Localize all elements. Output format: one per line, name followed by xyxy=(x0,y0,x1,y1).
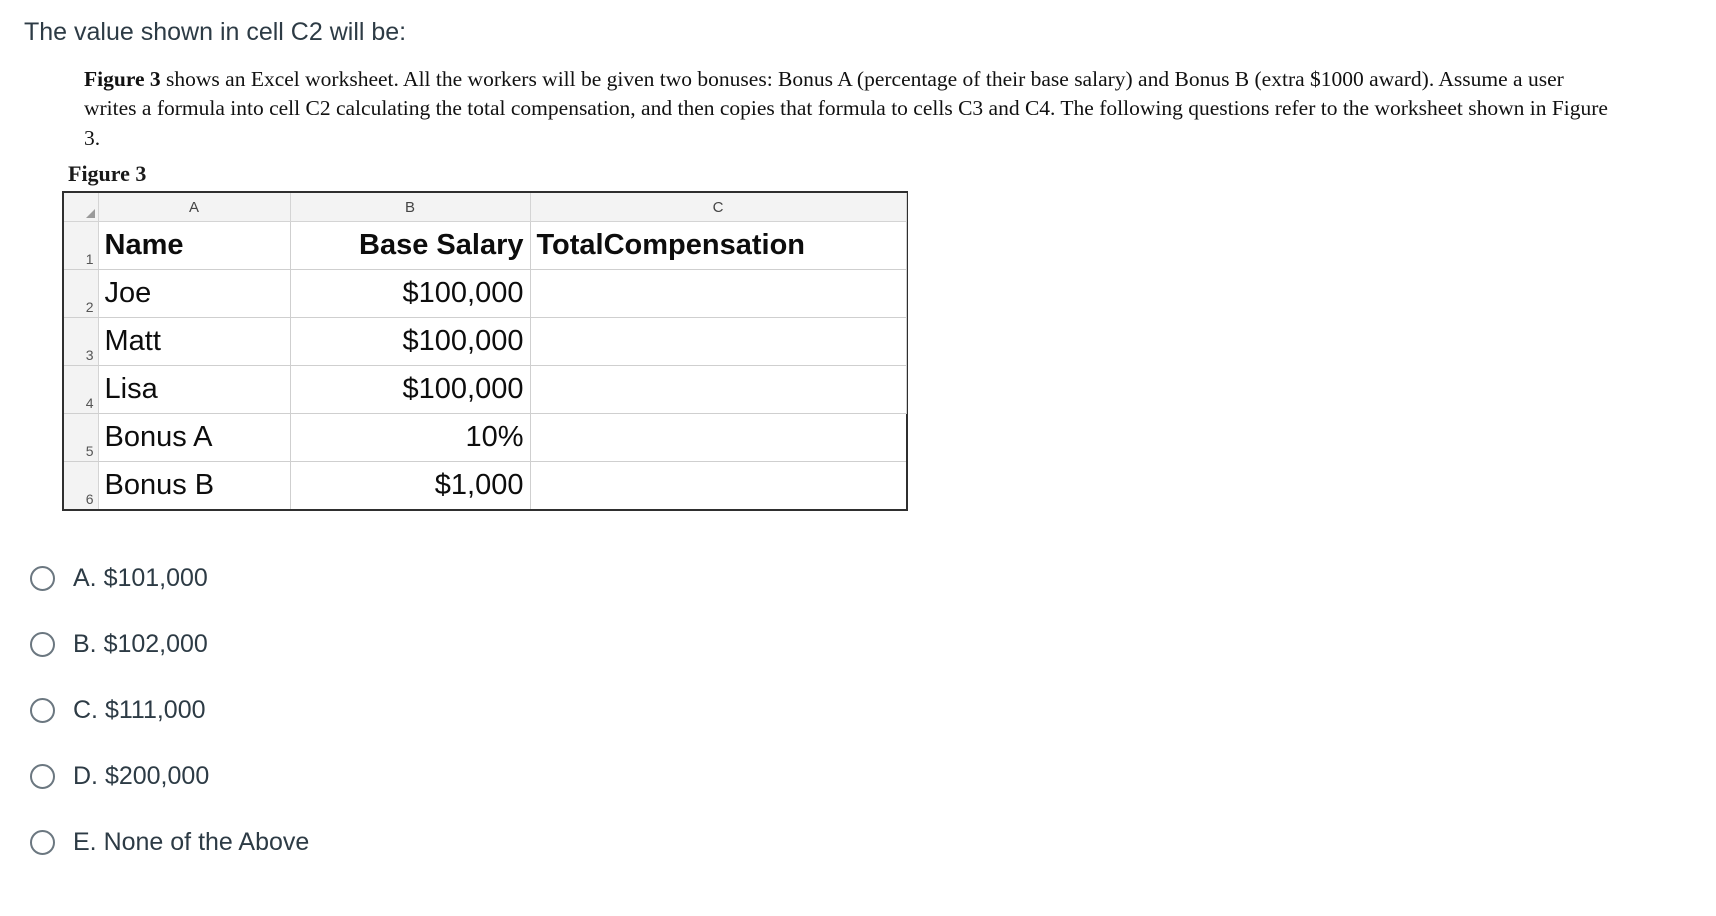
answer-option-c-label: C. $111,000 xyxy=(73,695,206,724)
answer-option-a-label: A. $101,000 xyxy=(73,563,208,592)
cell-b3[interactable]: $100,000 xyxy=(290,318,530,366)
question-stem: The value shown in cell C2 will be: xyxy=(24,18,407,46)
table-row xyxy=(64,318,906,366)
cell-c4[interactable] xyxy=(530,366,906,414)
cell-b5[interactable]: 10% xyxy=(290,414,530,462)
cell-c6[interactable] xyxy=(530,462,906,510)
row-header-2[interactable]: 2 xyxy=(64,270,98,318)
row-header-3[interactable]: 3 xyxy=(64,318,98,366)
excel-worksheet xyxy=(62,191,908,511)
answer-options xyxy=(0,545,1716,875)
answer-option-a[interactable] xyxy=(30,545,1716,611)
radio-button-icon[interactable] xyxy=(30,698,55,723)
radio-button-icon[interactable] xyxy=(30,830,55,855)
answer-option-b[interactable] xyxy=(30,611,1716,677)
cell-a3[interactable]: Matt xyxy=(98,318,290,366)
column-header-c[interactable]: C xyxy=(530,193,906,222)
figure-caption: Figure 3 xyxy=(68,161,147,187)
row-header-6[interactable]: 6 xyxy=(64,462,98,510)
column-header-row xyxy=(64,193,906,222)
cell-b6[interactable]: $1,000 xyxy=(290,462,530,510)
cell-a1[interactable]: Name xyxy=(98,222,290,270)
row-header-1[interactable]: 1 xyxy=(64,222,98,270)
radio-button-icon[interactable] xyxy=(30,632,55,657)
answer-option-b-label: B. $102,000 xyxy=(73,629,208,658)
figure-description-paragraph xyxy=(84,65,1614,154)
cell-a5[interactable]: Bonus A xyxy=(98,414,290,462)
answer-option-d[interactable] xyxy=(30,743,1716,809)
column-header-a[interactable]: A xyxy=(98,193,290,222)
cell-c1[interactable]: TotalCompensation xyxy=(530,222,906,270)
row-header-4[interactable]: 4 xyxy=(64,366,98,414)
table-row xyxy=(64,222,906,270)
cell-c2[interactable] xyxy=(530,270,906,318)
worksheet-grid xyxy=(64,193,907,509)
table-row xyxy=(64,366,906,414)
figure-description-text: shows an Excel worksheet. All the workers will be given two bonuses: Bonus A (percentage of their base salary) and Bonus B (extra $1000 award). Assume a user writes a formula into cell C2 calculating the total compensation, and then copies that formula to cells C3 and C4. The following questions refer to the worksheet shown in Figure 3. xyxy=(84,66,1608,150)
table-row xyxy=(64,270,906,318)
column-header-b[interactable]: B xyxy=(290,193,530,222)
cell-b4[interactable]: $100,000 xyxy=(290,366,530,414)
answer-option-e[interactable] xyxy=(30,809,1716,875)
cell-a2[interactable]: Joe xyxy=(98,270,290,318)
row-header-5[interactable]: 5 xyxy=(64,414,98,462)
answer-option-e-label: E. None of the Above xyxy=(73,827,310,856)
triangle-icon xyxy=(86,209,95,218)
cell-a4[interactable]: Lisa xyxy=(98,366,290,414)
answer-option-c[interactable] xyxy=(30,677,1716,743)
cell-c3[interactable] xyxy=(530,318,906,366)
radio-button-icon[interactable] xyxy=(30,764,55,789)
cell-b2[interactable]: $100,000 xyxy=(290,270,530,318)
figure-reference-bold: Figure 3 xyxy=(84,66,161,91)
cell-c5[interactable] xyxy=(530,414,906,462)
cell-a6[interactable]: Bonus B xyxy=(98,462,290,510)
cell-b1[interactable]: Base Salary xyxy=(290,222,530,270)
radio-button-icon[interactable] xyxy=(30,566,55,591)
table-row xyxy=(64,462,906,510)
table-row xyxy=(64,414,906,462)
select-all-corner[interactable] xyxy=(64,193,98,222)
figure-description xyxy=(84,65,1614,154)
answer-option-d-label: D. $200,000 xyxy=(73,761,210,790)
